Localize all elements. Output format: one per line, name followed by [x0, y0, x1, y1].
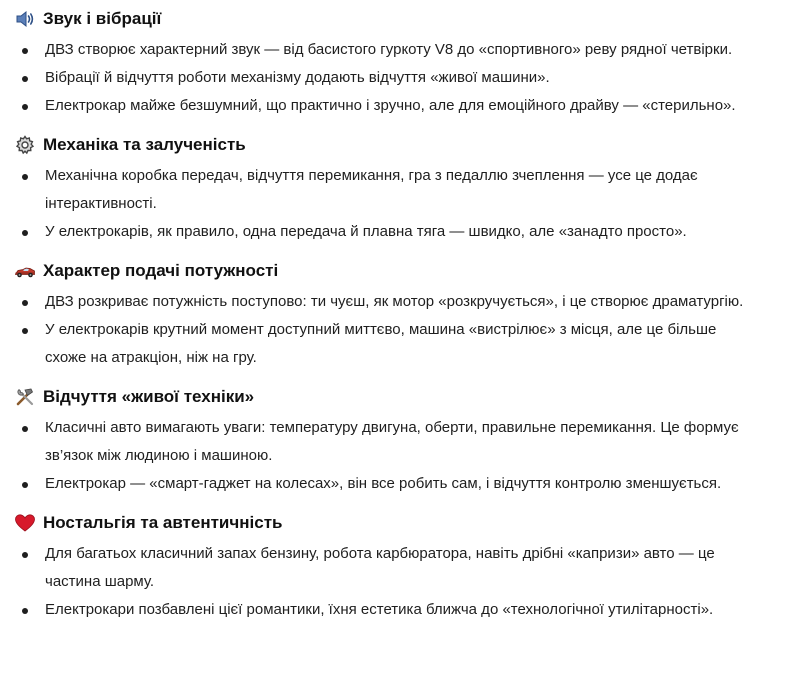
list-item: Класичні авто вимагають уваги: температуру двигуна, оберти, правильне перемикання. Це формує зв’язок між людиною і машиною.	[14, 414, 754, 470]
list-item: ДВЗ створює характерний звук — від басистого гуркоту V8 до «спортивного» реву рядної четвірки.	[14, 36, 754, 64]
bullet-list	[14, 36, 786, 120]
section-heading	[14, 258, 786, 284]
list-item: У електрокарів крутний момент доступний миттєво, машина «вистрілює» з місця, але це більше схоже на атракціон, ніж на гру.	[14, 316, 754, 372]
section-title: Ностальгія та автентичність	[43, 513, 283, 532]
racing-car-icon	[14, 260, 36, 282]
list-item: ДВЗ розкриває потужність поступово: ти чуєш, як мотор «розкручується», і це створює драматургію.	[14, 288, 754, 316]
heart-icon	[14, 512, 36, 534]
section-title: Звук і вібрації	[43, 9, 162, 28]
section-title: Характер подачі потужності	[43, 261, 279, 280]
section-power-delivery	[14, 258, 786, 372]
tools-icon	[14, 386, 36, 408]
section-heading	[14, 384, 786, 410]
section-living-machine	[14, 384, 786, 498]
list-item: Електрокари позбавлені цієї романтики, їхня естетика ближча до «технологічної утилітарності».	[14, 596, 754, 624]
list-item: Електрокар майже безшумний, що практично і зручно, але для емоційного драйву — «стерильно».	[14, 92, 754, 120]
section-sound	[14, 6, 786, 120]
bullet-list	[14, 288, 786, 372]
section-heading	[14, 6, 786, 32]
section-mechanics	[14, 132, 786, 246]
bullet-list	[14, 540, 786, 624]
list-item: Електрокар — «смарт-гаджет на колесах», він все робить сам, і відчуття контролю зменшується.	[14, 470, 754, 498]
speaker-icon	[14, 8, 36, 30]
list-item: Для багатьох класичний запах бензину, робота карбюратора, навіть дрібні «капризи» авто — це частина шарму.	[14, 540, 754, 596]
list-item: У електрокарів, як правило, одна передача й плавна тяга — швидко, але «занадто просто».	[14, 218, 754, 246]
section-heading	[14, 510, 786, 536]
bullet-list	[14, 414, 786, 498]
gear-icon	[14, 134, 36, 156]
bullet-list	[14, 162, 786, 246]
list-item: Механічна коробка передач, відчуття перемикання, гра з педаллю зчеплення — усе це додає інтерактивності.	[14, 162, 754, 218]
section-title: Відчуття «живої техніки»	[43, 387, 255, 406]
section-heading	[14, 132, 786, 158]
section-nostalgia	[14, 510, 786, 624]
section-title: Механіка та залученість	[43, 135, 246, 154]
list-item: Вібрації й відчуття роботи механізму додають відчуття «живої машини».	[14, 64, 754, 92]
